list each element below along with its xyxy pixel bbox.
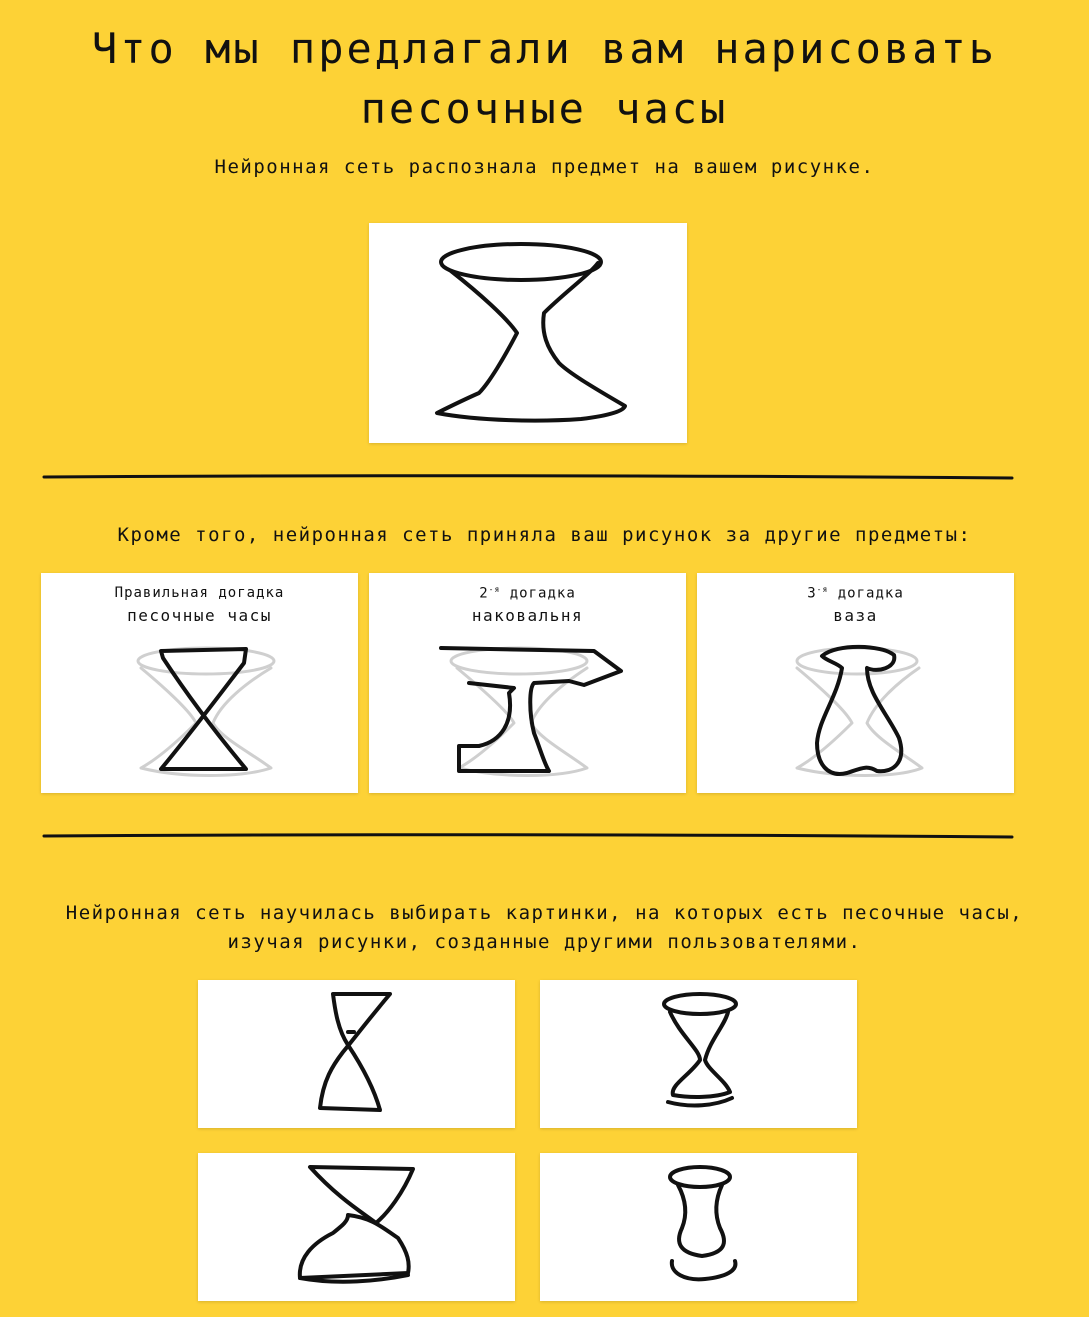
page-title-line2: песочные часы [360,84,729,133]
example-drawing-3 [198,1153,515,1301]
example-drawing-1 [198,980,515,1128]
user-drawing-card [369,223,687,443]
guess-card-3 [697,573,1014,793]
divider-line-1 [42,474,1014,480]
guess-3-drawing [697,573,1014,793]
recognition-subtitle: Нейронная сеть распознала предмет на вашем рисунке. [214,156,875,178]
user-drawing-hourglass [369,223,687,443]
example-drawing-2 [540,980,857,1128]
guess-card-1 [41,573,358,793]
guess-1-drawing [41,573,358,793]
guess-2-name: наковальня [471,606,584,625]
guess-card-2 [369,573,686,793]
page-title-line1: Что мы предлагали вам нарисовать [91,24,998,73]
other-guesses-intro: Кроме того, нейронная сеть приняла ваш рисунок за другие предметы: [117,524,972,546]
example-drawing-2-sketch [540,980,857,1128]
training-text-line1: Нейронная сеть научилась выбирать картинки, на которых есть песочные часы, [65,902,1024,924]
guess-2-drawing [369,573,686,793]
guess-2-caption: $2^{-я}$ догадка [479,585,576,602]
example-drawing-4 [540,1153,857,1301]
guess-3-name: ваза [833,606,878,625]
guess-1-name: песочные часы [127,606,272,625]
training-text-line2: изучая рисунки, созданные другими пользователями. [227,931,862,953]
example-drawing-1-sketch [198,980,515,1128]
divider-line-2 [42,833,1014,839]
guess-1-caption: Правильная догадка [114,585,285,601]
guess-3-caption: $3^{-я}$ догадка [807,585,904,602]
example-drawing-4-sketch [540,1153,857,1301]
example-drawing-3-sketch [198,1153,515,1301]
